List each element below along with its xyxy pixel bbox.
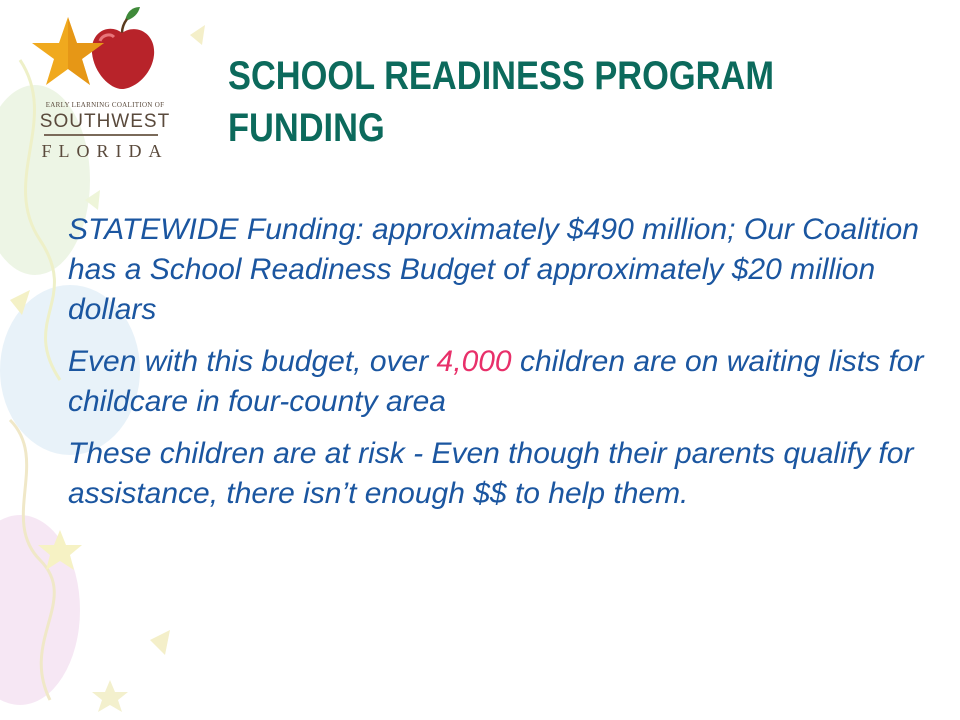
logo-tagline: EARLY LEARNING COALITION OF [45,101,165,109]
coalition-logo [30,5,175,170]
waiting-lists-text-end: children are on waiting lists for childcare in four-county area [68,345,924,418]
title-line-1: SCHOOL READINESS PROGRAM [228,54,775,98]
logo-florida: FLORIDA [41,141,169,161]
confetti-triangle-3 [150,630,170,655]
paragraph-at-risk: These children are at risk - Even though their parents qualify for assistance, there isn’t enough $$ to help them. [68,437,914,510]
logo-divider [44,134,158,136]
slide-title [228,50,830,154]
confetti-triangle-4 [190,25,205,45]
slide-body [68,210,948,526]
paragraph-funding: STATEWIDE Funding: approximately $490 million; Our Coalition has a School Readiness Budget of approximately $20 million dollars [68,213,919,326]
logo-southwest: SOUTHWEST [39,111,171,132]
waiting-lists-text-start: Even with this budget, over [68,345,437,378]
balloon-pink [0,515,80,705]
paragraph-waiting-lists [68,342,948,422]
confetti-star-2 [92,680,128,712]
star-apple-icon [30,5,175,105]
title-line-2: FUNDING [228,106,385,150]
children-count-highlight: 4,000 [436,345,512,378]
